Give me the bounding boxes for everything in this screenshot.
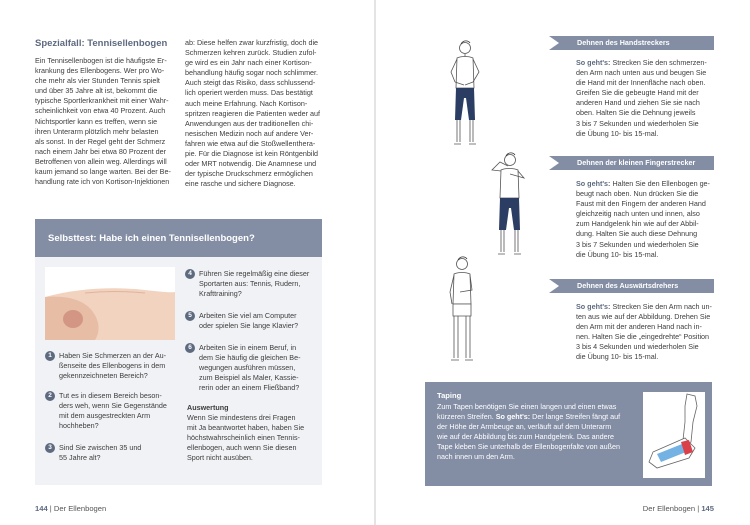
text-line: oder spielen Sie lange Klavier?	[199, 321, 299, 331]
exercise-3-header: Dehnen des Auswärtsdrehers	[549, 279, 714, 293]
text-line: die Übung 10- bis 15-mal.	[576, 249, 659, 259]
text-line: mit Ja beantwortet haben, haben Sie	[187, 423, 305, 433]
text-line: hochheben?	[59, 421, 99, 431]
text-line: Strecken Sie den Arm nach un-	[610, 302, 712, 311]
question-2	[48, 391, 194, 431]
text-line: pie. Für die Diagnose ist kein Röntgenbild	[185, 149, 319, 159]
page-number-right: 145	[701, 504, 714, 513]
text-line: nach einem Jahr bei etwa 80 Prozent der	[35, 146, 167, 156]
text-line: als sonst. In der Regel geht der Schmerz	[35, 136, 166, 146]
exercise-2-lead: So geht's:	[576, 179, 611, 188]
text-line: ßenseite des Ellenbogens in dem	[59, 361, 166, 371]
text-line: oben. Halten Sie die Dehnung jeweils	[576, 108, 696, 118]
text-line: und über 35 Jahre alt ist, bekommt die	[35, 86, 158, 96]
text-line: typische Sportlerkrankheit mit einer Wahr-	[35, 96, 169, 106]
body-column-1	[35, 56, 177, 187]
text-line: Sport nicht ausüben.	[187, 453, 253, 463]
question-4	[188, 269, 319, 299]
section-heading: Spezialfall: Tennisellenbogen	[35, 38, 168, 49]
exercise-figure-fingerstrecker	[478, 148, 538, 258]
text-line: Tut es in diesem Bereich beson-	[59, 391, 162, 400]
exercise-2-body	[576, 179, 714, 260]
question-number-badge: 4	[185, 269, 195, 279]
text-line: Sportarten aus: Tennis, Rudern,	[199, 279, 301, 289]
text-line: lich operiert werden muss. Das bestätigt	[185, 88, 313, 98]
text-line: zum Beispiel als Maler, Kassie-	[199, 373, 299, 383]
exercise-3-body	[576, 302, 714, 363]
exercise-1-header: Dehnen des Handstreckers	[549, 36, 714, 50]
exercise-figure-auswaertsdreher	[432, 254, 492, 366]
text-line: krankung des Ellenbogens. Wer pro Wo-	[35, 66, 165, 76]
text-line: kaum jemand so lange warten. Bei der Be-	[35, 167, 171, 177]
text-line: die Übung 10- bis 15-mal.	[576, 128, 659, 138]
taping-title: Taping	[437, 391, 462, 400]
question-number-badge: 6	[185, 343, 195, 353]
evaluation-title: Auswertung	[187, 403, 229, 412]
text-line: den Arm nach unten aus und beugen Sie	[576, 68, 707, 78]
taping-box	[425, 382, 712, 486]
text-line: Krafttraining?	[199, 289, 242, 299]
text-line: Anwendungen aus der traditionellen chi-	[185, 118, 314, 128]
text-line: spritzen reagieren die Patienten weder auf	[185, 108, 321, 118]
text-line: rerin oder an einem Fließband?	[199, 383, 300, 393]
text-line: gleichzeitig nach unten und innen, also	[576, 209, 700, 219]
text-line: Halten Sie den Ellenbogen ge-	[610, 179, 710, 188]
text-line: 3 bis 7 Sekunden und wiederholen Sie	[576, 239, 699, 249]
question-number-badge: 3	[45, 443, 55, 453]
text-line: höchstwahrscheinlich einen Tennis-	[187, 433, 300, 443]
text-line: Schmerzen kehren zurück. Studien zufol-	[185, 48, 317, 58]
text-line: ihren Unterarm plötzlich mehr belasten	[35, 126, 159, 136]
text-line: Greifen Sie die gebeugte Hand mit der	[576, 88, 699, 98]
exercise-3-lead: So geht's:	[576, 302, 611, 311]
text-line: fahren wie etwa auf die Stoßwellenthera-	[185, 138, 316, 148]
selftest-header-bar	[35, 219, 322, 257]
text-line: Betroffenen von allein weg. Allerdings will	[35, 156, 167, 166]
text-line: auch meine Erfahrung. Nach Kortison-	[185, 98, 308, 108]
selftest-box	[35, 219, 322, 485]
text-line: Auch steigt das Risiko, dass schlussend-	[185, 78, 316, 88]
taping-text	[437, 402, 635, 463]
elbow-photo	[45, 267, 175, 340]
text-line: che mehr als vier Stunden Tennis spielt	[35, 76, 160, 86]
text-line: dem Sie häufig die gleichen Be-	[199, 353, 301, 363]
footer-chapter-left: Der Ellenbogen	[53, 504, 107, 513]
text-line: ders weh, wenn Sie Gegenstände	[59, 401, 167, 411]
text-line: Strecken Sie den schmerzen-	[610, 58, 707, 67]
exercise-figure-handstrecker	[435, 38, 495, 150]
text-line: zum Handgelenk hin wie auf der Abbil-	[576, 219, 699, 229]
text-line: beugt nach oben. Nun drücken Sie die	[576, 189, 699, 199]
text-line: scheinlichkeit von etwa 40 Prozent. Auch	[35, 106, 166, 116]
text-line: Nichtsportler kann es treffen, wenn sie	[35, 116, 158, 126]
text-line: Faust mit den Fingern der anderen Hand	[576, 199, 706, 209]
text-line: der typische Druckschmerz ermöglichen	[185, 169, 313, 179]
text-line: ge wird es ein Jahr nach einer Kortison-	[185, 58, 312, 68]
exercise-2-header: Dehnen der kleinen Fingerstrecker	[549, 156, 714, 170]
taping-arm-illustration	[643, 392, 705, 478]
text-line: Arbeiten Sie in einem Beruf, in	[199, 343, 297, 352]
question-number-badge: 2	[45, 391, 55, 401]
exercise-1-body	[576, 58, 714, 139]
text-line: Wenn Sie mindestens drei Fragen	[187, 413, 296, 423]
question-5	[188, 311, 319, 331]
taping-line: wie auf der Abbildung bis zum Handgelenk. Das andere	[437, 432, 615, 442]
text-line: die Übung 10- bis 15-mal.	[576, 352, 659, 362]
text-line: wegungen ausführen müssen,	[199, 363, 296, 373]
text-line: handlung rate ich von Kortison-Injektionen	[35, 177, 170, 187]
text-line: behandlung häufig sogar noch schlimmer.	[185, 68, 319, 78]
evaluation-block	[187, 403, 315, 464]
footer-left: 144 | Der Ellenbogen	[35, 504, 107, 513]
text-line: oder MRT notwendig. Die Anamnese und	[185, 159, 317, 169]
question-6	[188, 343, 319, 393]
taping-line: Zum Tapen benötigen Sie einen langen und einen etwas	[437, 402, 617, 411]
text-line: Ein Tennisellenbogen ist die häufigste Er-	[35, 56, 167, 65]
text-line: 55 Jahre alt?	[59, 453, 101, 463]
question-1	[48, 351, 194, 381]
text-line: 3 bis 4 Sekunden und wiederholen Sie	[576, 342, 699, 352]
question-number-badge: 1	[45, 351, 55, 361]
footer-chapter-right: Der Ellenbogen	[642, 504, 696, 513]
page-number-left: 144	[35, 504, 48, 513]
text-line: Haben Sie Schmerzen an der Au-	[59, 351, 167, 360]
question-3	[48, 443, 194, 463]
exercise-1-lead: So geht's:	[576, 58, 611, 67]
footer-right: Der Ellenbogen | 145	[642, 504, 714, 513]
text-line: Arbeiten Sie viel am Computer	[199, 311, 297, 320]
question-number-badge: 5	[185, 311, 195, 321]
book-spine-divider	[374, 0, 376, 525]
taping-lead: So geht's:	[495, 412, 531, 422]
selftest-title: Selbsttest: Habe ich einen Tennisellenbogen?	[48, 233, 255, 244]
text-line: mit dem ausgestreckten Arm	[59, 411, 151, 421]
body-column-2	[185, 38, 327, 189]
text-line: nesischen Medizin noch auf andere Ver-	[185, 128, 314, 138]
text-line: Sind Sie zwischen 35 und	[59, 443, 142, 452]
text-line: 3 bis 7 Sekunden und wiederholen Sie	[576, 118, 699, 128]
text-line: ab: Diese helfen zwar kurzfristig, doch die	[185, 38, 319, 47]
text-line: nen. Halten Sie die „eingedrehte“ Position	[576, 332, 710, 342]
taping-line: kürzeren Streifen. So geht's: Der lange Streifen fängt auf	[437, 412, 621, 422]
taping-line: nach innen um den Arm.	[437, 452, 515, 462]
text-line: ellenbogen, auch wenn Sie diesen	[187, 443, 297, 453]
text-line: die Hand mit der Innenfläche nach oben.	[576, 78, 706, 88]
text-line: ten aus wie auf der Abbildung. Drehen Sie	[576, 312, 711, 322]
text-line: anderen Hand und ziehen Sie sie nach	[576, 98, 700, 108]
text-line: gekennzeichneten Bereich?	[59, 371, 148, 381]
text-line: eine rasche und sichere Diagnose.	[185, 179, 296, 189]
taping-line: Tape kleben Sie unterhalb der Ellenbogenfalte von außen	[437, 442, 621, 452]
text-line: dung. Halten Sie auch diese Dehnung	[576, 229, 698, 239]
text-line: Führen Sie regelmäßig eine dieser	[199, 269, 310, 278]
taping-line: der Höhe der Armbeuge an, verläuft auf dem Unterarm	[437, 422, 612, 432]
text-line: den Arm mit der anderen Hand nach in-	[576, 322, 702, 332]
